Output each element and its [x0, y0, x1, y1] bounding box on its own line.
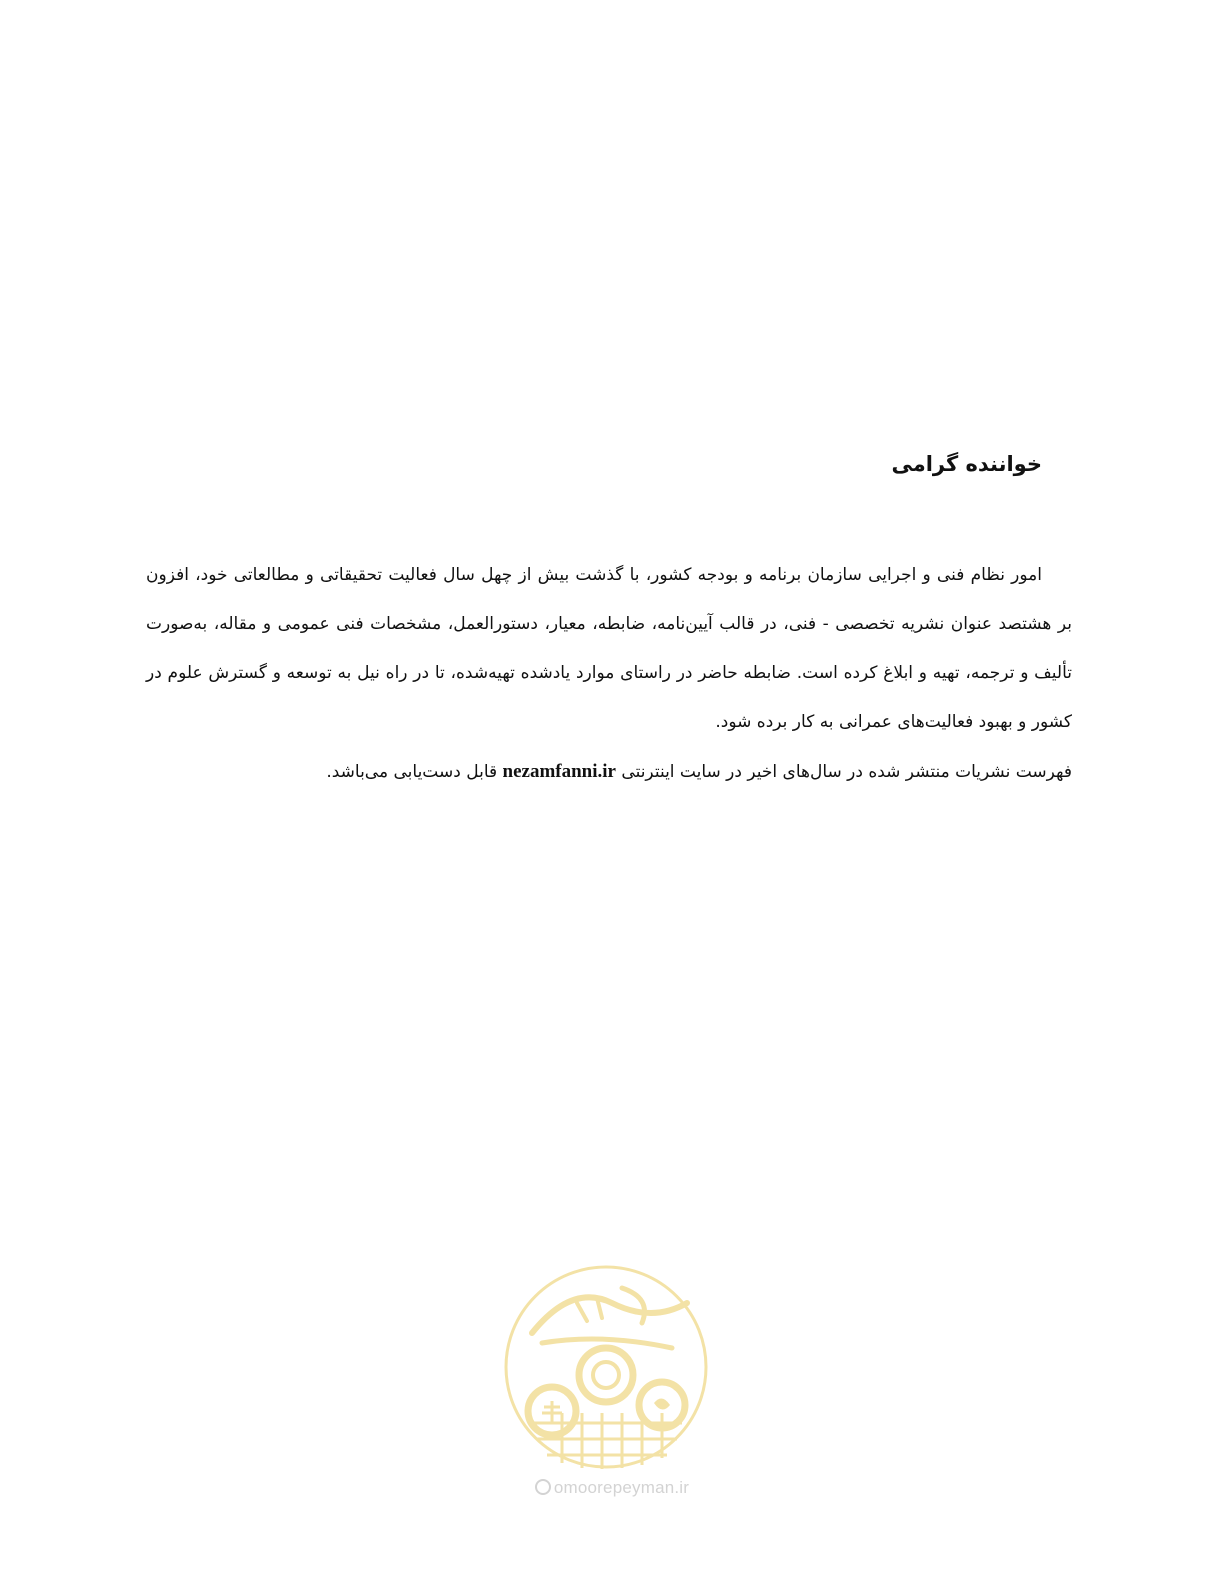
at-sign-icon: [535, 1479, 551, 1495]
watermark-seal: [502, 1263, 710, 1471]
body-text: [146, 551, 1072, 797]
page-heading: خواننده گرامی: [891, 452, 1042, 476]
watermark-handle: [0, 1478, 1224, 1498]
publication-list-paragraph: [146, 747, 1072, 797]
watermark-handle-text: omoorepeyman.ir: [553, 1478, 690, 1497]
list-text-after: قابل دست‌یابی می‌باشد.: [326, 762, 498, 782]
list-text-before: فهرست نشریات منتشر شده در سال‌های اخیر در سایت اینترنتی: [621, 762, 1072, 782]
site-name: nezamfanni.ir: [502, 761, 616, 782]
intro-paragraph: امور نظام فنی و اجرایی سازمان برنامه و بودجه کشور، با گذشت بیش از چهل سال فعالیت تحقیقاتی و مطالعاتی خود، افزون بر هشتصد عنوان نشریه تخصصی - فنی، در قالب آیین‌نامه، ضابطه، معیار، دستورالعمل، مشخصات فنی عمومی و مقاله، به‌صورت تألیف و ترجمه، تهیه و ابلاغ کرده است. ضابطه حاضر در راستای موارد یادشده تهیه‌شده، تا در راه نیل به توسعه و گسترش علوم در کشور و بهبود فعالیت‌های عمرانی به کار برده شود.: [146, 565, 1072, 732]
